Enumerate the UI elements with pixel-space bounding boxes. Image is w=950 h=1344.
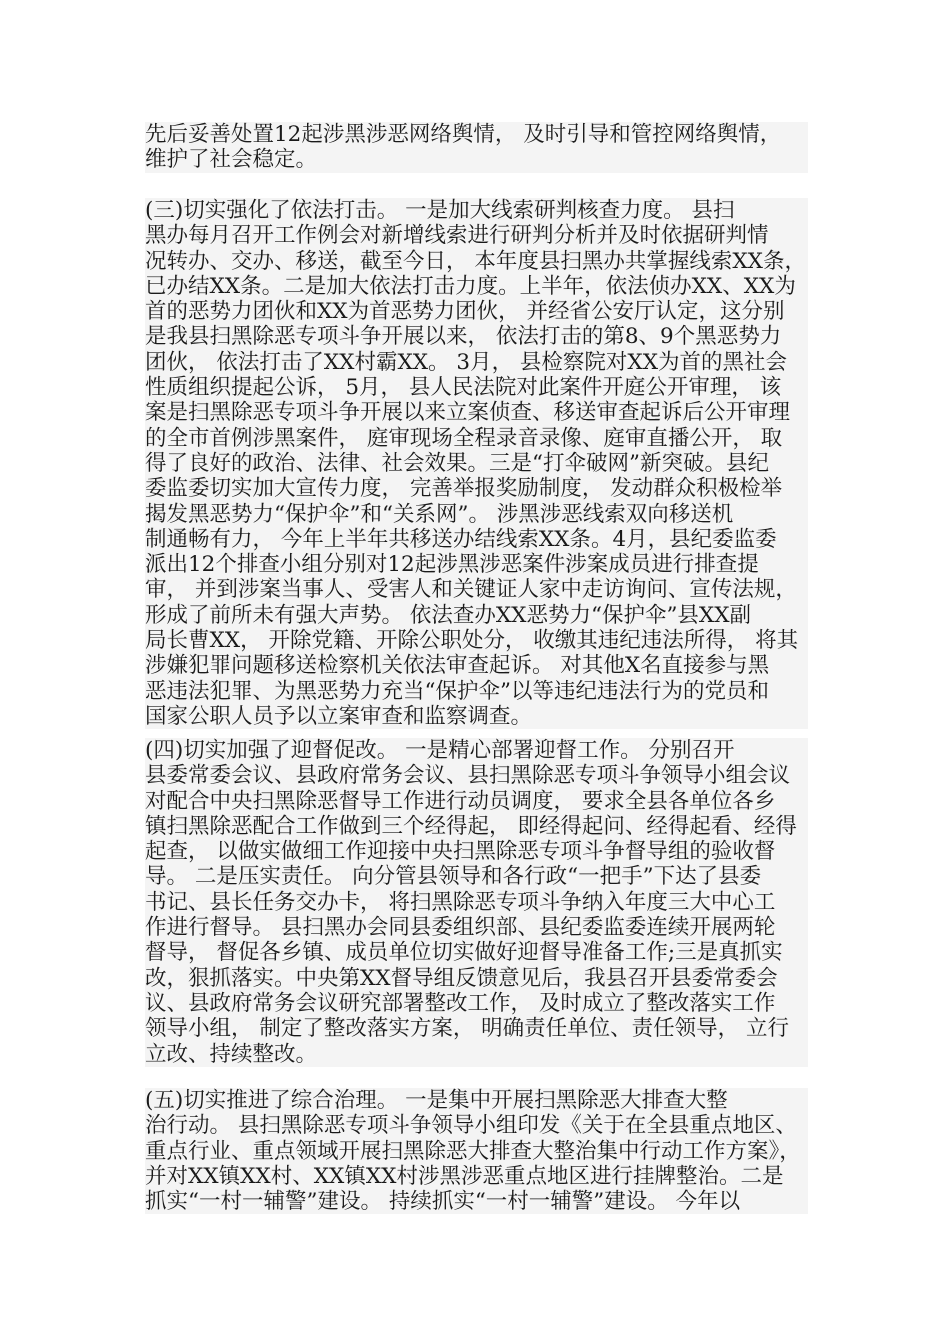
text-line: 涉嫌犯罪问题移送检察机关依法审查起诉。 对其他X名直接参与黑 [145,653,770,679]
text-line: 抓实“一村一辅警”建设。 持续抓实“一村一辅警”建设。 今年以 [145,1189,741,1215]
text-line: 对配合中央扫黑除恶督导工作进行动员调度， 要求全县各单位各乡 [145,788,776,814]
text-line: (四)切实加强了迎督促改。 一是精心部署迎督工作。 分别召开 [145,738,735,763]
text-line: 首的恶势力团伙和XX为首恶势力团伙， 并经省公安厅认定，这分别 [145,299,785,325]
text-line: 形成了前所未有强大声势。 依法查办XX恶势力“保护伞”县XX副 [145,602,752,628]
text-line: 督导， 督促各乡镇、成员单位切实做好迎督导准备工作;三是真抓实 [145,940,783,966]
text-line: 作进行督导。 县扫黑办会同县委组织部、县纪委监委连续开展两轮 [145,915,776,941]
text-line: 审， 并到涉案当事人、受害人和关键证人家中走访询问、宣传法规， [145,577,797,603]
text-line: 议、县政府常务会议研究部署整改工作， 及时成立了整改落实工作 [145,990,776,1016]
paragraph-section-4 [145,738,808,1067]
text-line: 团伙， 依法打击了XX村霸XX。 3月， 县检察院对XX为首的黑社会 [145,349,788,375]
text-line: 性质组织提起公诉， 5月， 县人民法院对此案件开庭公开审理， 该 [145,375,782,401]
text-line: 改，狠抓落实。中央第XX督导组反馈意见后，我县召开县委常委会 [145,965,778,991]
text-line: 恶违法犯罪、为黑恶势力充当“保护伞”以等违纪违法行为的党员和 [145,678,769,704]
text-line: 黑办每月召开工作例会对新增线索进行研判分析并及时依据研判情 [145,223,769,249]
paragraph-1 [145,122,808,173]
text-line: 国家公职人员予以立案审查和监察调查。 [145,703,533,729]
text-line: 揭发黑恶势力“保护伞”和“关系网”。 涉黑涉恶线索双向移送机 [145,501,734,527]
text-line: 县委常委会议、县政府常务会议、县扫黑除恶专项斗争领导小组会议 [145,763,791,789]
text-line: 起查， 以做实做细工作迎接中央扫黑除恶专项斗争督导组的验收督 [145,839,776,865]
text-line: 是我县扫黑除恶专项斗争开展以来， 依法打击的第8、9个黑恶势力 [145,324,782,350]
text-line: 领导小组， 制定了整改落实方案， 明确责任单位、责任领导， 立行 [145,1016,790,1042]
text-line: (三)切实强化了依法打击。 一是加大线索研判核查力度。 县扫 [145,198,735,223]
text-line: 治行动。 县扫黑除恶专项斗争领导小组印发《关于在全县重点地区、 [145,1113,797,1139]
paragraph-section-3 [145,198,808,729]
text-line: 立改、持续整改。 [145,1041,318,1067]
text-line: 的全市首例涉黑案件， 庭审现场全程录音录像、庭审直播公开， 取 [145,425,783,451]
text-line: 并对XX镇XX村、XX镇XX村涉黑涉恶重点地区进行挂牌整治。二是 [145,1163,784,1189]
text-line: 局长曹XX， 开除党籍、开除公职处分， 收缴其违纪违法所得， 将其 [145,628,799,654]
text-line: 维护了社会稳定。 [145,147,318,173]
text-line: 得了良好的政治、法律、社会效果。三是“打伞破网”新突破。县纪 [145,450,769,476]
text-line: 况转办、交办、移送，截至今日， 本年度县扫黑办共掌握线索XX条， [145,248,806,274]
text-line: 镇扫黑除恶配合工作做到三个经得起， 即经得起问、经得起看、经得 [145,813,797,839]
paragraph-section-5 [145,1088,808,1214]
text-line: 已办结XX条。二是加大依法打击力度。上半年，依法侦办XX、XX为 [145,273,796,299]
text-line: 书记、县长任务交办卡， 将扫黑除恶专项斗争纳入年度三大中心工 [145,889,776,915]
text-line: 委监委切实加大宣传力度， 完善举报奖励制度， 发动群众积极检举 [145,476,783,502]
text-line: 先后妥善处置12起涉黑涉恶网络舆情， 及时引导和管控网络舆情， [145,122,782,147]
text-line: 派出12个排查小组分别对12起涉黑涉恶案件涉案成员进行排查提 [145,552,759,578]
text-line: 重点行业、重点领域开展扫黑除恶大排查大整治集中行动工作方案》， [145,1138,801,1164]
text-line: 导。 二是压实责任。 向分管县领导和各行政“一把手”下达了县委 [145,864,762,890]
text-line: 制通畅有力， 今年上半年共移送办结线索XX条。4月，县纪委监委 [145,526,777,552]
text-line: (五)切实推进了综合治理。 一是集中开展扫黑除恶大排查大整 [145,1088,728,1113]
text-line: 案是扫黑除恶专项斗争开展以来立案侦查、移送审查起诉后公开审理 [145,400,791,426]
